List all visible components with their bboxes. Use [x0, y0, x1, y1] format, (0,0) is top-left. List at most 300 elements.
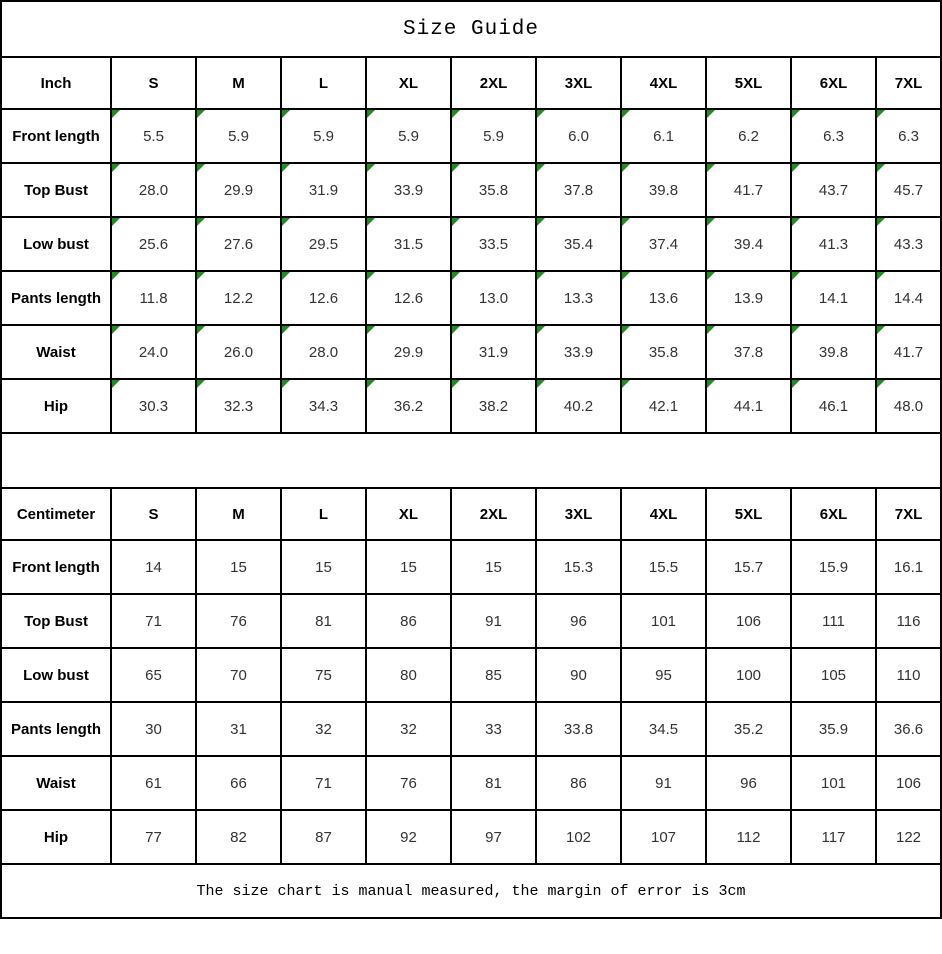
green-triangle-icon: [282, 326, 290, 334]
value-cell: [791, 217, 876, 271]
cell-value: 15: [315, 558, 332, 576]
cell-value: 48.0: [893, 397, 924, 415]
green-triangle-icon: [112, 272, 120, 280]
cell-value: 13.3: [563, 289, 594, 307]
footer-row: [1, 864, 941, 918]
row-label-cell: Pants length: [1, 271, 111, 325]
cell-value: 82: [230, 828, 247, 846]
unit-label-cell: Inch: [1, 57, 111, 109]
value-cell: [196, 271, 281, 325]
size-column-header: S: [111, 488, 196, 540]
value-cell: [111, 271, 196, 325]
cell-value: 30: [145, 720, 162, 738]
value-cell: [281, 217, 366, 271]
value-cell: [706, 163, 791, 217]
green-triangle-icon: [367, 272, 375, 280]
value-cell: [706, 271, 791, 325]
cell-value: 41.7: [733, 181, 764, 199]
cell-value: 96: [570, 612, 587, 630]
value-cell: [876, 109, 941, 163]
value-cell: [451, 756, 536, 810]
cell-value: 40.2: [563, 397, 594, 415]
cell-value: 12.6: [393, 289, 424, 307]
cell-value: 27.6: [223, 235, 254, 253]
value-cell: [451, 540, 536, 594]
green-triangle-icon: [707, 218, 715, 226]
value-cell: [876, 702, 941, 756]
cell-value: 87: [315, 828, 332, 846]
cell-value: 107: [650, 828, 677, 846]
cell-value: 33.9: [393, 181, 424, 199]
row-label-cell: Front length: [1, 540, 111, 594]
green-triangle-icon: [622, 326, 630, 334]
value-cell: [621, 109, 706, 163]
cell-value: 91: [655, 774, 672, 792]
size-header-row: [1, 57, 941, 109]
cell-value: 92: [400, 828, 417, 846]
value-cell: [111, 648, 196, 702]
size-column-header: 3XL: [536, 57, 621, 109]
cell-value: 5.9: [313, 127, 334, 145]
value-cell: [536, 540, 621, 594]
table-row: [1, 217, 941, 271]
cell-value: 15.7: [733, 558, 764, 576]
green-triangle-icon: [112, 380, 120, 388]
table-gap-cell: [1, 433, 941, 488]
value-cell: [196, 756, 281, 810]
cell-value: 6.3: [823, 127, 844, 145]
green-triangle-icon: [197, 272, 205, 280]
table-row: [1, 271, 941, 325]
green-triangle-icon: [622, 380, 630, 388]
green-triangle-icon: [197, 326, 205, 334]
cell-value: 38.2: [478, 397, 509, 415]
green-triangle-icon: [707, 110, 715, 118]
value-cell: [281, 594, 366, 648]
size-column-header: XL: [366, 488, 451, 540]
table-row: [1, 702, 941, 756]
green-triangle-icon: [877, 326, 885, 334]
green-triangle-icon: [622, 218, 630, 226]
green-triangle-icon: [877, 380, 885, 388]
value-cell: [621, 540, 706, 594]
unit-label-cell: Centimeter: [1, 488, 111, 540]
cell-value: 35.8: [478, 181, 509, 199]
value-cell: [876, 379, 941, 433]
value-cell: [196, 594, 281, 648]
cell-value: 12.6: [308, 289, 339, 307]
cell-value: 32: [400, 720, 417, 738]
cell-value: 6.1: [653, 127, 674, 145]
value-cell: [536, 217, 621, 271]
value-cell: [281, 540, 366, 594]
cell-value: 100: [735, 666, 762, 684]
green-triangle-icon: [282, 380, 290, 388]
size-column-header: XL: [366, 57, 451, 109]
value-cell: [111, 756, 196, 810]
green-triangle-icon: [792, 110, 800, 118]
table-row: [1, 163, 941, 217]
cell-value: 25.6: [138, 235, 169, 253]
green-triangle-icon: [622, 110, 630, 118]
green-triangle-icon: [537, 164, 545, 172]
cell-value: 75: [315, 666, 332, 684]
value-cell: [281, 271, 366, 325]
value-cell: [366, 540, 451, 594]
value-cell: [621, 756, 706, 810]
size-column-header: 4XL: [621, 57, 706, 109]
value-cell: [366, 163, 451, 217]
cell-value: 32: [315, 720, 332, 738]
cell-value: 66: [230, 774, 247, 792]
value-cell: [111, 810, 196, 864]
value-cell: [706, 702, 791, 756]
green-triangle-icon: [707, 380, 715, 388]
size-column-header: 2XL: [451, 488, 536, 540]
table-row: [1, 325, 941, 379]
cell-value: 28.0: [308, 343, 339, 361]
value-cell: [621, 379, 706, 433]
cell-value: 37.4: [648, 235, 679, 253]
cell-value: 85: [485, 666, 502, 684]
cell-value: 116: [896, 612, 921, 630]
value-cell: [451, 594, 536, 648]
title-row: [1, 1, 941, 57]
green-triangle-icon: [792, 164, 800, 172]
size-column-header: 6XL: [791, 57, 876, 109]
value-cell: [791, 810, 876, 864]
cell-value: 105: [820, 666, 847, 684]
row-label-cell: Front length: [1, 109, 111, 163]
value-cell: [281, 756, 366, 810]
value-cell: [111, 325, 196, 379]
cell-value: 5.9: [398, 127, 419, 145]
cell-value: 110: [896, 666, 921, 684]
green-triangle-icon: [537, 218, 545, 226]
green-triangle-icon: [197, 218, 205, 226]
cell-value: 15: [400, 558, 417, 576]
value-cell: [366, 702, 451, 756]
green-triangle-icon: [622, 272, 630, 280]
value-cell: [281, 702, 366, 756]
cell-value: 86: [400, 612, 417, 630]
value-cell: [111, 163, 196, 217]
table-row: [1, 648, 941, 702]
cell-value: 24.0: [138, 343, 169, 361]
green-triangle-icon: [537, 380, 545, 388]
size-column-header: 5XL: [706, 488, 791, 540]
page-title: Size Guide: [1, 1, 941, 57]
table-row: [1, 756, 941, 810]
cell-value: 101: [650, 612, 677, 630]
cell-value: 30.3: [138, 397, 169, 415]
value-cell: [366, 325, 451, 379]
table-row: [1, 810, 941, 864]
green-triangle-icon: [707, 326, 715, 334]
green-triangle-icon: [537, 326, 545, 334]
value-cell: [876, 271, 941, 325]
cell-value: 6.2: [738, 127, 759, 145]
centimeter-table-section: [1, 488, 941, 864]
value-cell: [111, 702, 196, 756]
cell-value: 106: [735, 612, 762, 630]
value-cell: [876, 810, 941, 864]
cell-value: 97: [485, 828, 502, 846]
row-label-cell: Hip: [1, 379, 111, 433]
table-row: [1, 379, 941, 433]
size-column-header: 4XL: [621, 488, 706, 540]
value-cell: [111, 379, 196, 433]
value-cell: [621, 594, 706, 648]
size-column-header: 2XL: [451, 57, 536, 109]
value-cell: [876, 163, 941, 217]
cell-value: 46.1: [818, 397, 849, 415]
cell-value: 16.1: [893, 558, 924, 576]
row-label-cell: Low bust: [1, 648, 111, 702]
value-cell: [366, 271, 451, 325]
cell-value: 11.8: [139, 289, 168, 307]
value-cell: [791, 163, 876, 217]
green-triangle-icon: [877, 218, 885, 226]
green-triangle-icon: [197, 380, 205, 388]
value-cell: [621, 217, 706, 271]
value-cell: [791, 109, 876, 163]
cell-value: 76: [400, 774, 417, 792]
green-triangle-icon: [282, 164, 290, 172]
cell-value: 35.9: [818, 720, 849, 738]
cell-value: 39.8: [818, 343, 849, 361]
cell-value: 35.2: [733, 720, 764, 738]
cell-value: 6.0: [568, 127, 589, 145]
value-cell: [536, 648, 621, 702]
value-cell: [111, 109, 196, 163]
size-column-header: L: [281, 57, 366, 109]
value-cell: [281, 163, 366, 217]
value-cell: [536, 756, 621, 810]
row-label-cell: Pants length: [1, 702, 111, 756]
value-cell: [876, 217, 941, 271]
green-triangle-icon: [367, 110, 375, 118]
value-cell: [536, 594, 621, 648]
green-triangle-icon: [622, 164, 630, 172]
green-triangle-icon: [792, 218, 800, 226]
value-cell: [536, 379, 621, 433]
cell-value: 13.9: [733, 289, 764, 307]
cell-value: 71: [315, 774, 332, 792]
value-cell: [621, 325, 706, 379]
cell-value: 106: [895, 774, 922, 792]
value-cell: [366, 594, 451, 648]
table-row: [1, 109, 941, 163]
cell-value: 111: [822, 612, 845, 630]
cell-value: 5.9: [483, 127, 504, 145]
green-triangle-icon: [112, 326, 120, 334]
cell-value: 14.4: [893, 289, 924, 307]
footer-note: The size chart is manual measured, the margin of error is 3cm: [1, 864, 941, 918]
green-triangle-icon: [877, 164, 885, 172]
green-triangle-icon: [282, 110, 290, 118]
value-cell: [536, 109, 621, 163]
cell-value: 35.4: [563, 235, 594, 253]
cell-value: 41.3: [818, 235, 849, 253]
cell-value: 13.0: [478, 289, 509, 307]
cell-value: 15: [485, 558, 502, 576]
cell-value: 39.8: [648, 181, 679, 199]
cell-value: 35.8: [648, 343, 679, 361]
value-cell: [536, 702, 621, 756]
green-triangle-icon: [112, 218, 120, 226]
cell-value: 122: [895, 828, 922, 846]
cell-value: 61: [145, 774, 162, 792]
cell-value: 70: [230, 666, 247, 684]
green-triangle-icon: [452, 380, 460, 388]
value-cell: [281, 109, 366, 163]
green-triangle-icon: [792, 380, 800, 388]
cell-value: 71: [145, 612, 162, 630]
size-column-header: 7XL: [876, 488, 941, 540]
cell-value: 39.4: [733, 235, 764, 253]
cell-value: 29.9: [223, 181, 254, 199]
green-triangle-icon: [877, 110, 885, 118]
value-cell: [281, 325, 366, 379]
cell-value: 45.7: [893, 181, 924, 199]
value-cell: [876, 648, 941, 702]
cell-value: 15.5: [648, 558, 679, 576]
cell-value: 13.6: [648, 289, 679, 307]
cell-value: 102: [565, 828, 592, 846]
green-triangle-icon: [707, 164, 715, 172]
cell-value: 37.8: [733, 343, 764, 361]
cell-value: 15.3: [563, 558, 594, 576]
green-triangle-icon: [452, 110, 460, 118]
size-column-header: S: [111, 57, 196, 109]
cell-value: 101: [820, 774, 847, 792]
value-cell: [706, 325, 791, 379]
green-triangle-icon: [877, 272, 885, 280]
table-gap-row: [1, 433, 941, 488]
cell-value: 5.5: [143, 127, 164, 145]
cell-value: 33.8: [563, 720, 594, 738]
value-cell: [706, 810, 791, 864]
value-cell: [621, 648, 706, 702]
value-cell: [366, 810, 451, 864]
green-triangle-icon: [367, 380, 375, 388]
value-cell: [451, 163, 536, 217]
value-cell: [706, 540, 791, 594]
green-triangle-icon: [282, 272, 290, 280]
value-cell: [111, 217, 196, 271]
size-column-header: 7XL: [876, 57, 941, 109]
size-column-header: 6XL: [791, 488, 876, 540]
value-cell: [536, 810, 621, 864]
green-triangle-icon: [537, 272, 545, 280]
cell-value: 33.5: [478, 235, 509, 253]
green-triangle-icon: [452, 218, 460, 226]
cell-value: 12.2: [223, 289, 254, 307]
cell-value: 14: [145, 558, 162, 576]
value-cell: [621, 271, 706, 325]
cell-value: 14.1: [818, 289, 849, 307]
value-cell: [791, 594, 876, 648]
value-cell: [451, 217, 536, 271]
value-cell: [111, 540, 196, 594]
cell-value: 80: [400, 666, 417, 684]
cell-value: 81: [315, 612, 332, 630]
green-triangle-icon: [112, 110, 120, 118]
value-cell: [196, 325, 281, 379]
cell-value: 76: [230, 612, 247, 630]
value-cell: [791, 379, 876, 433]
row-label-cell: Low bust: [1, 217, 111, 271]
green-triangle-icon: [197, 110, 205, 118]
cell-value: 26.0: [223, 343, 254, 361]
size-column-header: 5XL: [706, 57, 791, 109]
value-cell: [451, 648, 536, 702]
value-cell: [621, 702, 706, 756]
green-triangle-icon: [282, 218, 290, 226]
value-cell: [791, 540, 876, 594]
cell-value: 31.5: [393, 235, 424, 253]
value-cell: [451, 810, 536, 864]
value-cell: [366, 217, 451, 271]
size-column-header: L: [281, 488, 366, 540]
cell-value: 44.1: [733, 397, 764, 415]
value-cell: [196, 648, 281, 702]
cell-value: 15: [230, 558, 247, 576]
size-column-header: 3XL: [536, 488, 621, 540]
cell-value: 65: [145, 666, 162, 684]
cell-value: 90: [570, 666, 587, 684]
cell-value: 112: [736, 828, 761, 846]
green-triangle-icon: [707, 272, 715, 280]
green-triangle-icon: [792, 272, 800, 280]
green-triangle-icon: [112, 164, 120, 172]
green-triangle-icon: [197, 164, 205, 172]
cell-value: 31.9: [478, 343, 509, 361]
inch-table-section: [1, 57, 941, 433]
value-cell: [876, 325, 941, 379]
value-cell: [791, 702, 876, 756]
row-label-cell: Waist: [1, 756, 111, 810]
value-cell: [451, 271, 536, 325]
cell-value: 6.3: [898, 127, 919, 145]
value-cell: [196, 217, 281, 271]
cell-value: 34.3: [308, 397, 339, 415]
cell-value: 15.9: [818, 558, 849, 576]
green-triangle-icon: [537, 110, 545, 118]
value-cell: [281, 648, 366, 702]
cell-value: 36.2: [393, 397, 424, 415]
cell-value: 95: [655, 666, 672, 684]
value-cell: [366, 109, 451, 163]
cell-value: 33.9: [563, 343, 594, 361]
cell-value: 42.1: [648, 397, 679, 415]
value-cell: [196, 163, 281, 217]
value-cell: [536, 325, 621, 379]
value-cell: [196, 810, 281, 864]
cell-value: 96: [740, 774, 757, 792]
value-cell: [536, 163, 621, 217]
cell-value: 29.9: [393, 343, 424, 361]
green-triangle-icon: [452, 164, 460, 172]
row-label-cell: Top Bust: [1, 594, 111, 648]
size-column-header: M: [196, 57, 281, 109]
cell-value: 43.3: [893, 235, 924, 253]
row-label-cell: Waist: [1, 325, 111, 379]
value-cell: [451, 109, 536, 163]
cell-value: 117: [821, 828, 846, 846]
value-cell: [876, 756, 941, 810]
